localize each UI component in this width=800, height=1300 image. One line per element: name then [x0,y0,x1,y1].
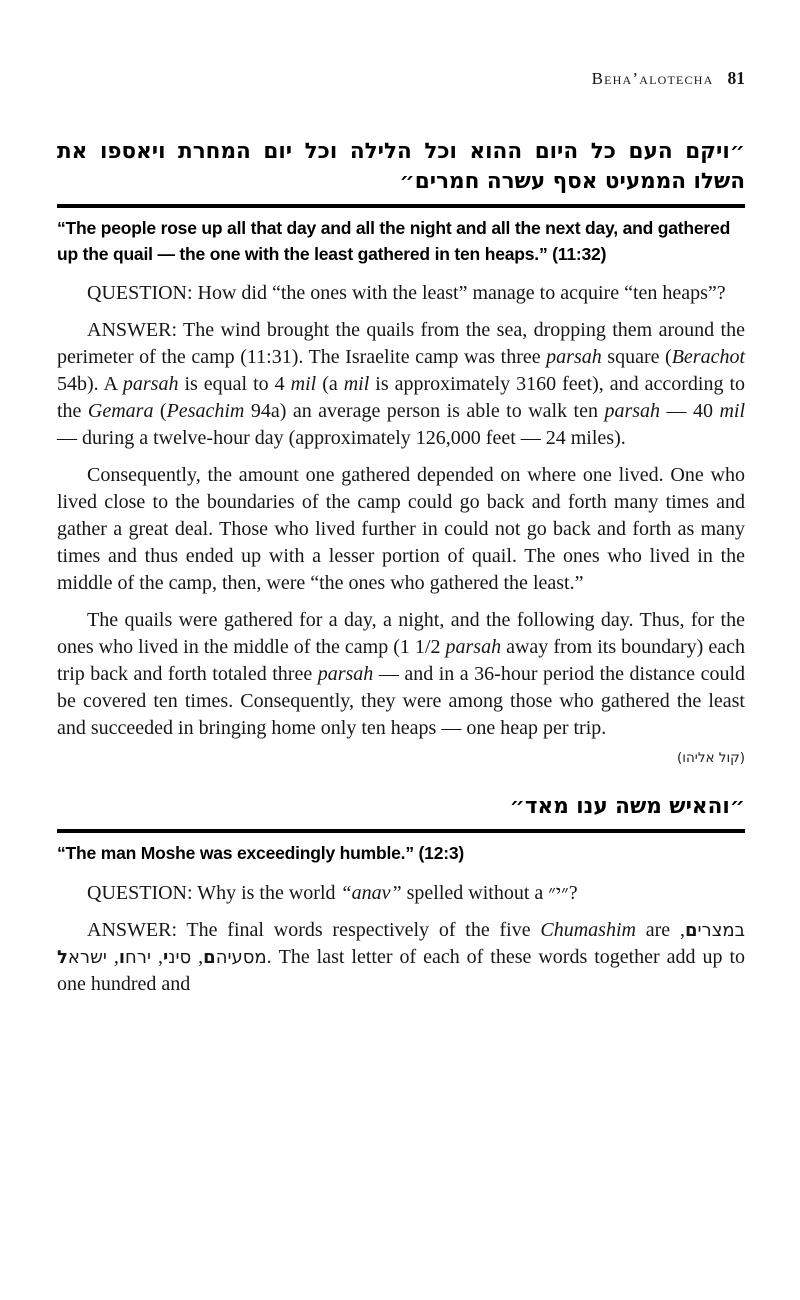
heading-divider [57,204,745,208]
hebrew-verse-heading: ״ויקם העם כל היום ההוא וכל הלילה וכל יום המחרת ויאספו את השלו הממעיט אסף עשרה חמרים״ [57,139,745,194]
english-verse-heading: “The people rose up all that day and all the night and all the next day, and gathered up the quail — the one with the least gathered in ten heaps.” (11:32) [57,218,731,264]
english-verse-heading: “The man Moshe was exceedingly humble.” (12:3) [57,843,465,863]
section-moshe-humble-12-3 [57,792,745,998]
body-paragraph: QUESTION: How did “the ones with the least” manage to acquire “ten heaps”? [87,282,726,304]
body-paragraph: The quails were gathered for a day, a night, and the following day. Thus, for the ones who lived in the middle of the camp (1 1/2 parsah away from its boundary) each trip back and forth totaled three parsah — and in a 36-hour period the distance could be covered ten times. Consequently, they were among those who gathered the least and succeeded in bringing home only ten heaps — one heap per trip. [57,609,745,739]
body-paragraph: ANSWER: The wind brought the quails from the sea, dropping them around the perimeter of the camp (11:31). The Israelite camp was three parsah square (Berachot 54b). A parsah is equal to 4 mil (a mil is approximately 3160 feet), and according to the Gemara (Pesachim 94a) an average person is able to walk ten parsah — 40 mil — during a twelve-hour day (approximately 126,000 feet — 24 miles). [57,319,746,449]
body-paragraph: QUESTION: Why is the world “anav” spelled without a ״י״? [87,881,578,904]
heading-divider [57,829,745,833]
source-attribution: (קול אליהו) [677,750,745,766]
chapter-title: Beha’alotecha [591,69,714,88]
body-paragraph: ANSWER: The final words respectively of the five Chumashim are במצרים, מסעיהם, סיני, ירחו, ישראל . The last letter of each of these words together add up to one hundred and [57,918,746,995]
section-quail-11-32 [57,137,745,766]
running-header [57,68,745,89]
body-paragraph: Consequently, the amount one gathered depended on where one lived. One who lived close to the boundaries of the camp could go back and forth many times and gather a great deal. Those who lived further in could not go back and forth as many times and thus ended up with a lesser portion of quail. The ones who lived in the middle of the camp, then, were “the ones who gathered the least.” [57,464,745,594]
section-body [57,280,745,742]
hebrew-verse-heading: ״והאיש משה ענו מאד״ [509,794,745,819]
page-number: 81 [727,68,745,88]
section-body [57,880,745,998]
